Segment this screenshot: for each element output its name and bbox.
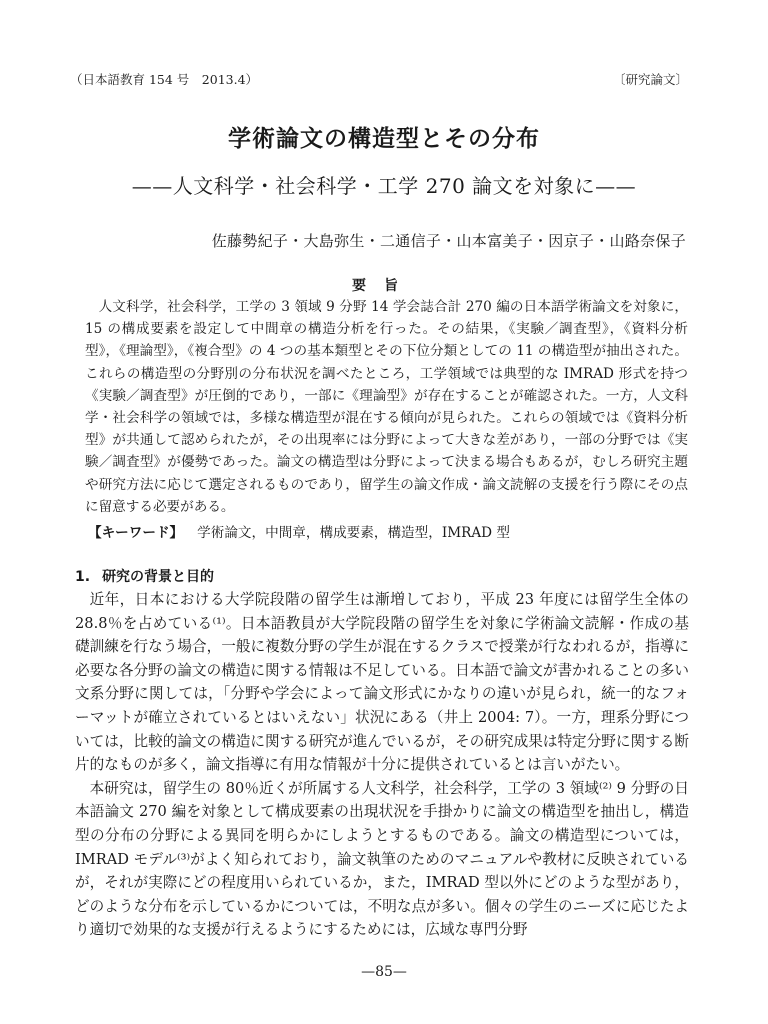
paper-subtitle: ——人文科学・社会科学・工学 270 論文を対象に—— [131,174,637,198]
keywords-text: 学術論文，中間章，構成要素，構造型，IMRAD 型 [197,525,510,541]
section-number: 1. [75,569,91,585]
article-category: 〔研究論文〕 [612,72,688,87]
author-list: 佐藤勢紀子・大島弥生・二通信子・山本富美子・因京子・山路奈保子 [211,232,686,250]
section-body [75,588,689,942]
keywords-label: 【キーワード】 [88,525,184,541]
section-title: 研究の背景と目的 [102,569,215,585]
keywords [88,521,510,541]
section-heading [75,566,214,586]
page-number: —85— [361,964,407,980]
body-paragraph: 本研究は，留学生の 80％近くが所属する人文科学，社会科学，工学の 3 領域⁽²⁾ 9 分野の日本語論文 270 編を対象として構成要素の出現状況を手掛かりに論文の構造型を抽出し，構造型の分布の分野による異同を明らかにしようとするものである。論文の構造型については，IMRAD モデル⁽³⁾がよく知られており，論文執筆のためのマニュアルや教材に反映されているが，それが実際にどの程度用いられているか，また，IMRAD 型以外にどのような型があり，どのような分布を示しているかについては，不明な点が多い。個々の学生のニーズに応じたより適切で効果的な支援が行えるようにするためには，広域な専門分野 [75,779,689,939]
journal-info: （日本語教育 154 号 2013.4） [70,72,259,87]
body-paragraph: 近年，日本における大学院段階の留学生は漸増しており，平成 23 年度には留学生全体の 28.8％を占めている⁽¹⁾。日本語教員が大学院段階の留学生を対象に学術論文読解・作成の基礎訓練を行なう場合，一般に複数分野の学生が混在するクラスで授業が行なわれるが，指導に必要な各分野の論文の構造に関する情報は不足している。日本語で論文が書かれることの多い文系分野に関しては，「分野や学会によって論文形式にかなりの違いが見られ，統一的なフォーマットが確立されているとはいえない」状況にある（井上 2004: 7）。一方，理系分野については，比較的論文の構造に関する研究が進んでいるが，その研究成果は特定分野に関する断片的なものが多く，論文指導に有用な情報が十分に提供されているとは言いがたい。 [75,591,689,774]
abstract-text: 人文科学，社会科学，工学の 3 領域 9 分野 14 学会誌合計 270 編の日本語学術論文を対象に，15 の構成要素を設定して中間章の構造分析を行った。その結果，《実験／調査型》，《資料分析型》，《理論型》，《複合型》の 4 つの基本類型とその下位分類としての 11 の構造型が抽出された。これらの構造型の分野別の分布状況を調べたところ，工学領域では典型的な IMRAD 形式を持つ《実験／調査型》が圧倒的であり，一部に《理論型》が存在することが確認された。一方，人文科学・社会科学の領域では，多様な構造型が混在する傾向が見られた。これらの領域では《資料分析型》が共通して認められたが，その出現率には分野によって大きな差があり，一部の分野では《実験／調査型》が優勢であった。論文の構造型は分野によって決まる場合もあるが，むしろ研究主題や研究方法に応じて選定されるものであり，留学生の論文作成・論文読解の支援を行う際にその点に留意する必要がある。 [85,299,688,515]
running-header [70,70,688,90]
paper-title: 学術論文の構造型とその分布 [228,126,540,152]
abstract [85,296,688,518]
abstract-heading: 要旨 [352,278,416,294]
